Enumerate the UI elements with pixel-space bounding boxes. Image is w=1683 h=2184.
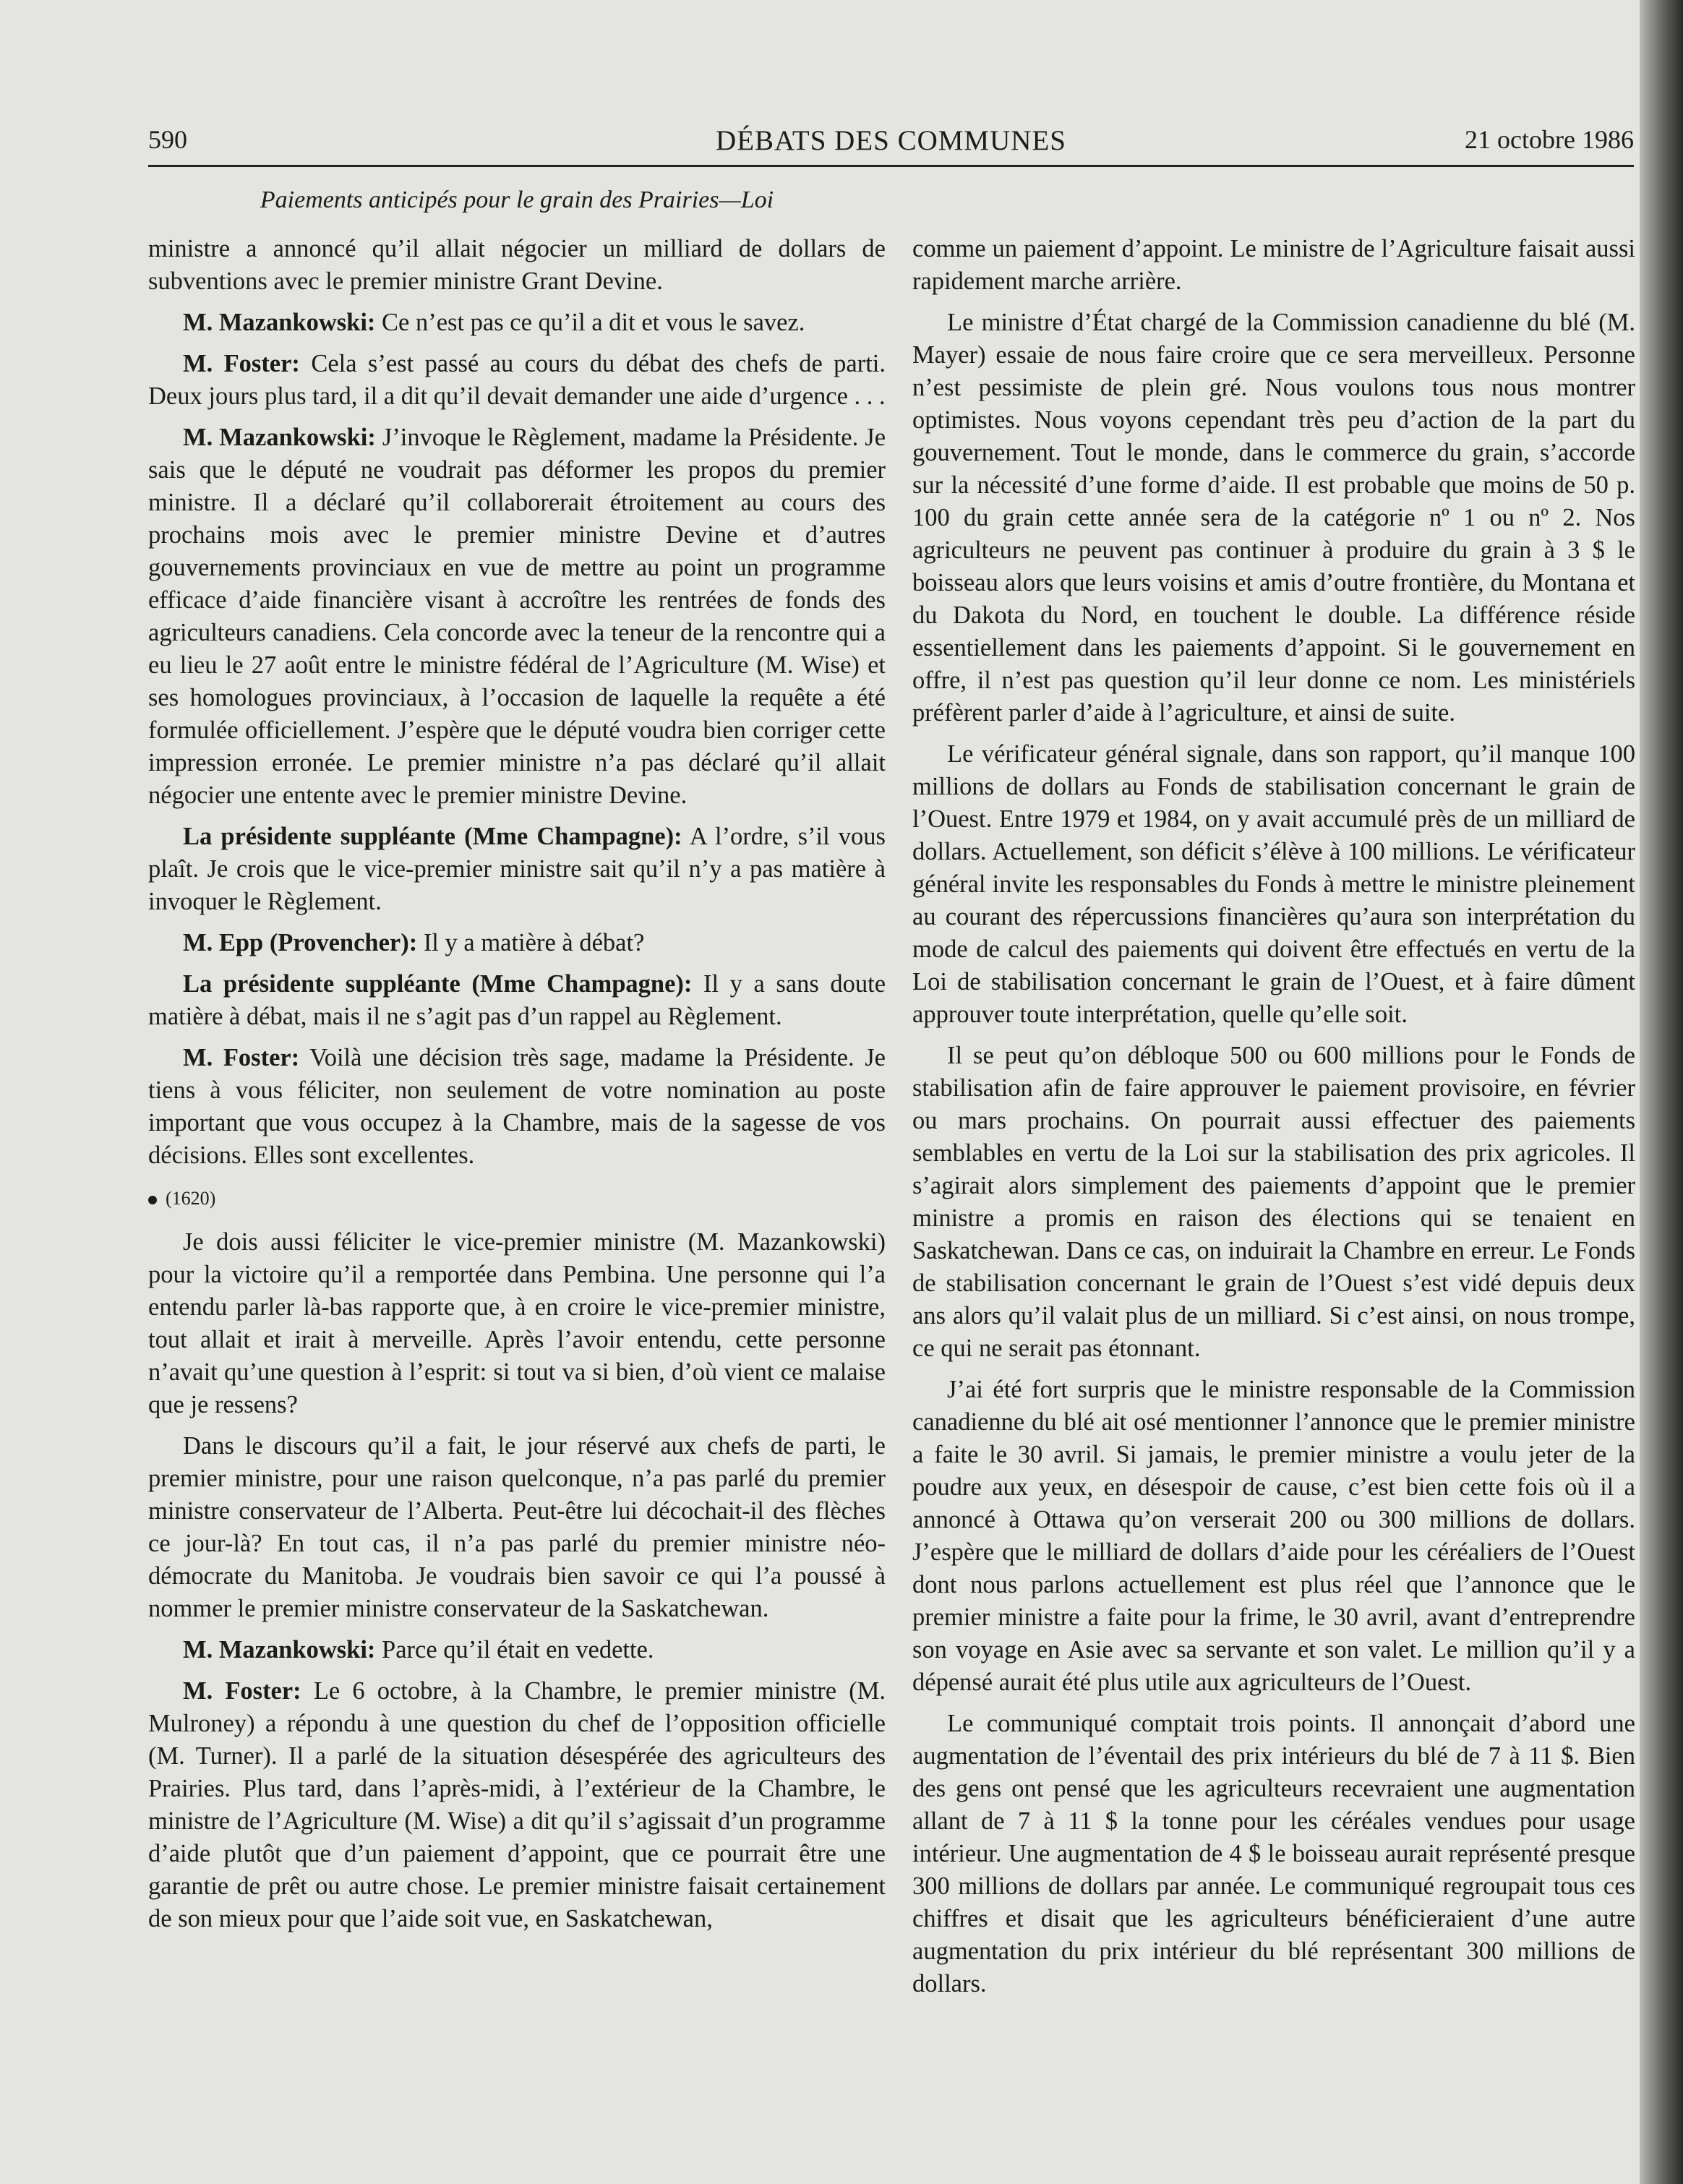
speech: Cela s’est passé au cours du débat des chefs de parti. Deux jours plus tard, il a dit qu’il devait demander une aide d’urgence . . . xyxy=(148,350,886,410)
paragraph: comme un paiement d’appoint. Le ministre de l’Agriculture faisait aussi rapidement marche arrière. xyxy=(912,235,1635,295)
speech: Voilà une décision très sage, madame la Présidente. Je tiens à vous féliciter, non seulement de votre nomination au poste important que vous occupez à la Chambre, mais de la sagesse de vos décisions. Elles sont excellentes. xyxy=(148,1044,886,1169)
paragraph xyxy=(148,1042,886,1172)
speaker: La présidente suppléante (Mme Champagne): xyxy=(183,823,682,850)
speaker: M. Epp (Provencher): xyxy=(183,929,418,956)
paragraph: J’ai été fort surpris que le ministre responsable de la Commission canadienne du blé ait osé mentionner l’annonce que le premier ministre a faite le 30 avril. Si jamais, le premier ministre a voulu jeter de la poudre aux yeux, en désespoir de cause, c’est bien cette fois où il a annoncé à Ottawa qu’on verserait 200 ou 300 millions de dollars. J’espère que le milliard de dollars d’aide pour les céréaliers de l’Ouest dont nous parlons actuellement est plus réel que l’annonce que le premier ministre a faite pour la frime, le 30 avril, avant d’entreprendre son voyage en Asie avec sa servante et son valet. Le million qu’il y a dépensé aurait été plus utile aux agriculteurs de l’Ouest. xyxy=(912,1376,1635,1696)
paragraph: Dans le discours qu’il a fait, le jour réservé aux chefs de parti, le premier ministre, pour une raison quelconque, n’a pas parlé du premier ministre conservateur de l’Alberta. Peut-être lui décochait-il des flèches ce jour-là? En tout cas, il n’a pas parlé du premier ministre néo-démocrate du Manitoba. Je voudrais bien savoir ce qui l’a poussé à nommer le premier ministre conservateur de la Saskatchewan. xyxy=(148,1432,886,1622)
paragraph: Le ministre d’État chargé de la Commission canadienne du blé (M. Mayer) essaie de nous faire croire que ce sera merveilleux. Personne n’est pessimiste de plein gré. Nous voulons tous nous montrer optimistes. Nous voyons cependant très peu d’action de la part du gouvernement. Tout le monde, dans le commerce du grain, s’accorde sur la nécessité d’une forme d’aide. Il est probable que moins de 50 p. 100 du grain cette année sera de la catégorie nº 1 ou nº 2. Nos agriculteurs ne peuvent pas continuer à produire du grain à 3 $ le boisseau alors que leurs voisins et amis d’outre frontière, du Montana et du Dakota du Nord, en touchent le double. La différence réside essentiellement dans les paiements d’appoint. Si le gouvernement en offre, il n’est pas question qu’il leur donne ce nom. Les ministériels préfèrent parler d’aide à l’agriculture, et ainsi de suite. xyxy=(912,309,1635,727)
header-date: 21 octobre 1986 xyxy=(1465,125,1634,154)
time-stamp: (1620) xyxy=(166,1188,216,1209)
paragraph xyxy=(148,927,886,959)
speech: Il y a matière à débat? xyxy=(423,929,645,956)
speaker: M. Mazankowski: xyxy=(183,309,376,336)
paragraph: ministre a annoncé qu’il allait négocier un milliard de dollars de subventions avec le premier ministre Grant Devine. xyxy=(148,235,886,295)
speech: Ce n’est pas ce qu’il a dit et vous le savez. xyxy=(382,309,805,336)
paragraph xyxy=(148,421,886,812)
paragraph: Le communiqué comptait trois points. Il annonçait d’abord une augmentation de l’éventail des prix intérieurs du blé de 7 à 11 $. Bien des gens ont pensé que les agriculteurs recevraient une augmentation allant de 7 à 11 $ la tonne pour les céréales vendues pour usage intérieur. Une augmentation de 4 $ le boisseau aurait représenté presque 300 millions de dollars par année. Le communiqué regroupait tous ces chiffres et disait que les agriculteurs bénéficieraient d’une autre augmentation du prix intérieur du blé représentant 300 millions de dollars. xyxy=(912,1710,1635,1997)
speech: Parce qu’il était en vedette. xyxy=(382,1636,654,1663)
section-subtitle: Paiements anticipés pour le grain des Prairies—Loi xyxy=(260,187,774,213)
header-rule xyxy=(148,165,1634,167)
paragraph xyxy=(148,1634,886,1666)
paragraph xyxy=(148,968,886,1033)
publication-title: DÉBATS DES COMMUNES xyxy=(716,125,1066,156)
speech: Le 6 octobre, à la Chambre, le premier ministre (M. Mulroney) a répondu à une question du chef de l’opposition officielle (M. Turner). Il a parlé de la situation désespérée des agriculteurs des Prairies. Plus tard, dans l’après-midi, à l’extérieur de la Chambre, le ministre de l’Agriculture (M. Wise) a dit qu’il s’agissait d’un programme d’aide plutôt que d’un paiement d’appoint, que ce pourrait être une garantie de prêt ou autre chose. Le premier ministre faisait certainement de son mieux pour que l’aide soit vue, en Saskatchewan, xyxy=(148,1677,886,1932)
speaker: M. Foster: xyxy=(183,350,300,377)
page-number: 590 xyxy=(148,125,187,154)
bullet-icon xyxy=(148,1196,157,1204)
running-header xyxy=(148,124,1634,162)
paragraph xyxy=(148,348,886,413)
left-column xyxy=(148,233,886,2163)
speaker: M. Mazankowski: xyxy=(183,424,376,451)
speech: J’invoque le Règlement, madame la Présidente. Je sais que le député ne voudrait pas déformer les propos du premier ministre. Il a déclaré qu’il collaborerait étroitement au cours des prochains mois avec le premier ministre Devine et d’autres gouvernements provinciaux en vue de mettre au point un programme efficace d’aide financière visant à accroître les rentrées de fonds des agriculteurs canadiens. Cela concorde avec la teneur de la rencontre qui a eu lieu le 27 août entre le ministre fédéral de l’Agriculture (M. Wise) et ses homologues provinciaux, à l’occasion de laquelle la requête a été formulée officiellement. J’espère que le député voudra bien corriger cette impression erronée. Le premier ministre n’a pas déclaré qu’il allait négocier une entente avec le premier ministre Devine. xyxy=(148,424,886,809)
right-column xyxy=(912,233,1635,2163)
speaker: M. Foster: xyxy=(183,1677,301,1705)
page-edge-shadow xyxy=(1640,0,1683,2184)
speaker: M. Foster: xyxy=(183,1044,300,1071)
paragraph xyxy=(148,821,886,918)
speaker: M. Mazankowski: xyxy=(183,1636,376,1663)
time-marker xyxy=(148,1182,886,1215)
speech: Il y a sans doute matière à débat, mais il ne s’agit pas d’un rappel au Règlement. xyxy=(148,970,886,1030)
speech: A l’ordre, s’il vous plaît. Je crois que le vice-premier ministre sait qu’il n’y a pas matière à invoquer le Règlement. xyxy=(148,823,886,915)
paragraph xyxy=(148,307,886,339)
paragraph: Il se peut qu’on débloque 500 ou 600 millions pour le Fonds de stabilisation afin de faire approuver le paiement provisoire, en février ou mars prochains. On pourrait aussi effectuer des paiements semblables en vertu de la Loi sur la stabilisation des prix agricoles. Il s’agirait alors simplement des paiements d’appoint que le premier ministre a promis en raison des élections qui se tenaient en Saskatchewan. Dans ce cas, on induirait la Chambre en erreur. Le Fonds de stabilisation concernant le grain de l’Ouest s’est vidé depuis deux ans alors qu’il valait plus de un milliard. Si c’est ainsi, on nous trompe, ce qui ne serait pas étonnant. xyxy=(912,1042,1635,1362)
paragraph xyxy=(148,1675,886,1935)
paragraph: Le vérificateur général signale, dans son rapport, qu’il manque 100 millions de dollars au Fonds de stabilisation concernant le grain de l’Ouest. Entre 1979 et 1984, on y avait accumulé près de un milliard de dollars. Actuellement, son déficit s’élève à 100 millions. Le vérificateur général invite les responsables du Fonds à mettre le ministre pleinement au courant des répercussions financières qu’aura son interprétation du mode de calcul des paiements qui doivent être effectués en vertu de la Loi de stabilisation concernant le grain de l’Ouest, et à faire dûment approuver toute interprétation, quelle qu’elle soit. xyxy=(912,740,1635,1028)
speaker: La présidente suppléante (Mme Champagne): xyxy=(183,970,693,998)
paragraph: Je dois aussi féliciter le vice-premier ministre (M. Mazankowski) pour la victoire qu’il a remportée dans Pembina. Une personne qui l’a entendu parler là-bas rapporte que, à en croire le vice-premier ministre, tout allait et irait à merveille. Après l’avoir entendu, cette personne n’avait qu’une question à l’esprit: si tout va si bien, d’où vient ce malaise que je ressens? xyxy=(148,1228,886,1418)
